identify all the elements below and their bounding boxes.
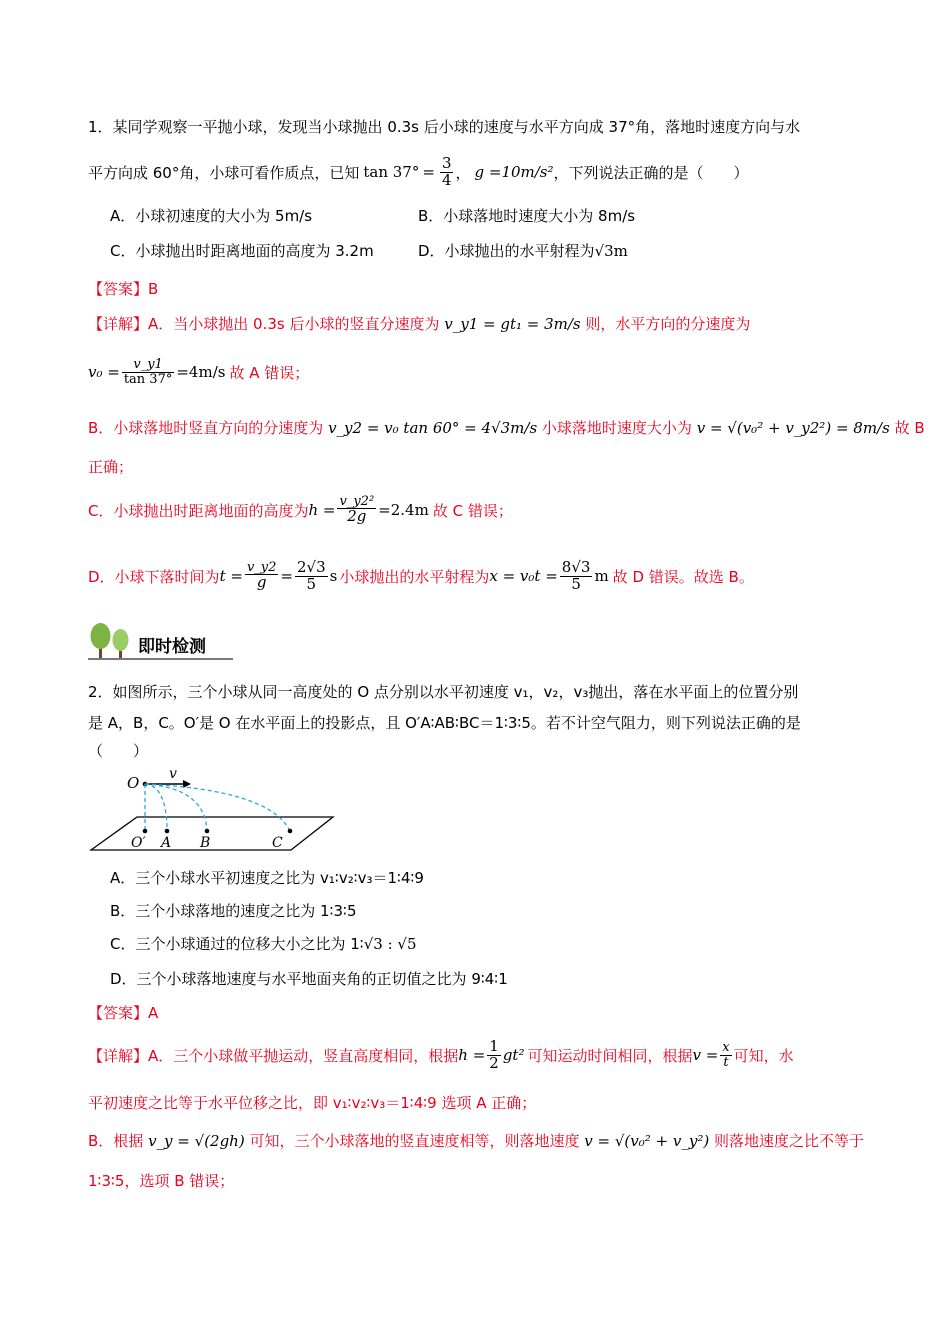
q1-exp-d-mid: 小球抛出的水平射程为	[339, 567, 490, 586]
q2-answer: 【答案】A	[88, 1004, 159, 1022]
q2-exp-a-text2: 可知运动时间相同，根据	[527, 1046, 693, 1065]
q1-frac-den: 4	[441, 170, 452, 189]
q2-option-b: B．三个小球落地的速度之比为 1∶3∶5	[110, 902, 357, 920]
q1-exp-d-frac1-num: v_y2	[246, 559, 277, 575]
q1-exp-d-frac2-den: 5	[306, 574, 317, 593]
q1-exp-d-x: x = v₀t =	[489, 567, 558, 585]
q1-answer: 【答案】B	[88, 280, 159, 298]
q2-exp-a-line2: 平初速度之比等于水平位移之比，即 v₁∶v₂∶v₃＝1∶4∶9 选项 A 正确；	[88, 1094, 537, 1112]
point-b	[205, 829, 210, 834]
q2-option-c-value: √3 : √5	[363, 935, 417, 953]
q2-exp-a-gt: gt²	[502, 1046, 525, 1064]
q1-exp-a-frac-den: tan 37°	[123, 371, 173, 387]
q1-exp-d: D．小球下落时间为 t = $\frac{v\_y2}{g}$ = $\frac{2√3}{5}$ s 小球抛出的水平射程为 x = v₀t = $\frac{8√3}{5}$ m 故 D 错误。故选 B。	[88, 557, 754, 593]
q2-exp-a-frac1-num: 1	[489, 1036, 499, 1055]
q2-exp-b-line1	[88, 1130, 864, 1151]
label-o: O	[127, 774, 140, 792]
q1-exp-a-result: =4m/s	[176, 363, 226, 381]
q1-exp-v0: v₀ =	[88, 363, 120, 381]
q1-exp-b-line1	[88, 417, 925, 438]
q1-exp-b-text3: 故 B	[894, 419, 925, 437]
q1-exp-d-frac2-num: 2√3	[296, 557, 326, 576]
q1-exp-b-math1: v_y2 = v₀ tan 60° = 4√3m/s	[328, 419, 538, 437]
q1-g-value: g =10m/s²	[474, 163, 554, 181]
q1-exp-d-conclusion: 故 D 错误。故选 B。	[612, 567, 754, 586]
q2-exp-a-text3: 可知，水	[733, 1046, 794, 1065]
point-o-prime	[143, 829, 148, 834]
q1-exp-b-line2: 正确；	[88, 458, 134, 476]
q1-option-d-text: D．小球抛出的水平射程为	[418, 242, 595, 260]
q1-option-d	[418, 240, 628, 261]
q1-tan37: tan 37°	[363, 163, 420, 181]
q2-option-d: D．三个小球落地速度与水平地面夹角的正切值之比为 9∶4∶1	[110, 970, 508, 988]
point-c	[288, 829, 293, 834]
q2-exp-b-math2: v = √(v₀² + v_y²)	[584, 1132, 710, 1150]
q2-exp-b-text3: 则落地速度之比不等于	[713, 1132, 864, 1150]
label-b: B	[200, 835, 211, 851]
q1-exp-c-frac-den: 2g	[347, 507, 367, 526]
q2-figure	[85, 765, 345, 855]
section-banner	[88, 620, 233, 662]
q1-exp-c-h: h =	[308, 501, 336, 519]
q1-exp-d-frac1-den: g	[256, 573, 267, 592]
q1-exp-a-fraction	[122, 358, 175, 386]
ground-plane	[91, 817, 333, 850]
q1-exp-d-fraction3	[560, 557, 593, 593]
q1-exp-c-conclusion: 故 C 错误；	[432, 501, 513, 520]
trajectory-b	[145, 784, 207, 831]
q1-eq: =	[422, 163, 435, 181]
q1-exp-c-result: =2.4m	[378, 501, 429, 519]
label-o-prime: O′	[131, 835, 146, 851]
q1-exp-d-fraction2	[295, 557, 328, 593]
q2-exp-a-v: v =	[692, 1046, 719, 1064]
q2-exp-a-frac1-den: 2	[489, 1053, 499, 1072]
q1-exp-c-frac-num: v_y2²	[339, 493, 375, 509]
q2-stem-line3: （ ）	[88, 742, 149, 760]
trajectory-a	[145, 784, 167, 831]
q1-option-d-value: √3m	[594, 242, 628, 260]
q2-exp-a-text: 【详解】A．三个小球做平抛运动，竖直高度相同，根据	[88, 1046, 459, 1065]
label-v: v	[169, 766, 177, 782]
q1-stem-line1: 1．某同学观察一平抛小球，发现当小球抛出 0.3s 后小球的速度与水平方向成 37°角，落地时速度方向与水	[88, 118, 801, 136]
q2-stem-line2: 是 A，B，C。O′是 O 在水平面上的投影点，且 O′A∶AB∶BC＝1∶3∶5。若不计空气阻力，则下列说法正确的是	[88, 714, 801, 732]
q1-exp-c-fraction	[337, 495, 376, 525]
q1-exp-d-unit-m: m	[594, 567, 609, 585]
q1-frac-num: 3	[441, 153, 452, 172]
q2-exp-b-text2: 可知，三个小球落地的竖直速度相等，则落地速度	[249, 1132, 580, 1150]
q2-exp-b-math1: v_y = √(2gh)	[148, 1132, 245, 1150]
q2-stem-line1: 2．如图所示，三个小球从同一高度处的 O 点分别以水平初速度 v₁，v₂，v₃抛出，落在水平面上的位置分别	[88, 683, 799, 701]
q1-exp-c-text: C．小球抛出时距离地面的高度为	[88, 501, 309, 520]
q1-fraction	[440, 153, 454, 189]
q1-exp-c	[88, 485, 513, 535]
q1-exp-d-t: t =	[219, 567, 243, 585]
q2-exp-a-frac2-num: x	[722, 1039, 730, 1055]
q1-option-a: A．小球初速度的大小为 5m/s	[110, 207, 313, 225]
q1-exp-b-math2: v = √(v₀² + v_y2²) = 8m/s	[696, 419, 890, 437]
q1-exp-a-text2: 则，水平方向的分速度为	[585, 315, 751, 333]
label-a: A	[161, 835, 172, 851]
q1-exp-a-text: 【详解】A．当小球抛出 0.3s 后小球的竖直分速度为	[88, 315, 440, 333]
section-banner-underline	[88, 658, 233, 660]
q2-exp-a-frac2-den: t	[723, 1054, 729, 1070]
q1-exp-d-frac3-den: 5	[571, 574, 581, 593]
section-banner-title: 即时检测	[138, 637, 206, 657]
q1-exp-a-frac-num: v_y1	[122, 358, 175, 373]
q2-exp-a-line1	[88, 1032, 794, 1078]
q1-exp-d-unit-s: s	[329, 567, 338, 585]
q1-option-c: C．小球抛出时距离地面的高度为 3.2m	[110, 242, 374, 260]
q1-stem-line2-end: ，下列说法正确的是（ ）	[553, 163, 749, 182]
q1-exp-b-text2: 小球落地时速度大小为	[541, 419, 692, 437]
q1-exp-d-frac3-num: 8√3	[561, 557, 591, 576]
q1-option-b: B．小球落地时速度大小为 8m/s	[418, 207, 636, 225]
q2-option-c-text: C．三个小球通过的位移大小之比为 1∶	[110, 935, 364, 953]
q2-option-c	[110, 933, 417, 954]
q1-exp-d-text: D．小球下落时间为	[88, 567, 220, 586]
q1-exp-a-conclusion: 故 A 错误；	[229, 363, 310, 382]
q2-exp-b-line2: 1∶3∶5，选项 B 错误；	[88, 1172, 235, 1190]
q2-exp-a-fraction2	[720, 1041, 731, 1069]
q1-exp-a-math: v_y1 = gt₁ = 3m/s	[444, 315, 581, 333]
q1-exp-d-fraction1	[245, 561, 278, 591]
point-a	[165, 829, 170, 834]
q1-stem-line2-text: 平方向成 60°角，小球可看作质点，已知	[88, 163, 360, 182]
label-c: C	[272, 835, 283, 851]
q2-exp-a-fraction1	[487, 1036, 501, 1072]
tree-icon	[88, 620, 132, 662]
q1-exp-b-text: B．小球落地时竖直方向的分速度为	[88, 419, 324, 437]
q1-exp-a-line2	[88, 350, 309, 394]
q2-option-a: A．三个小球水平初速度之比为 v₁∶v₂∶v₃＝1∶4∶9	[110, 869, 424, 887]
q1-stem-line2: 平方向成 60°角，小球可看作质点，已知 tan 37° = $\frac{3}{4}$ ， g =10m/s² ，下列说法正确的是（ ）	[88, 153, 749, 189]
q1-exp-a-line1	[88, 313, 750, 334]
q2-exp-a-h: h =	[458, 1046, 486, 1064]
q2-exp-b-text: B．根据	[88, 1132, 144, 1150]
